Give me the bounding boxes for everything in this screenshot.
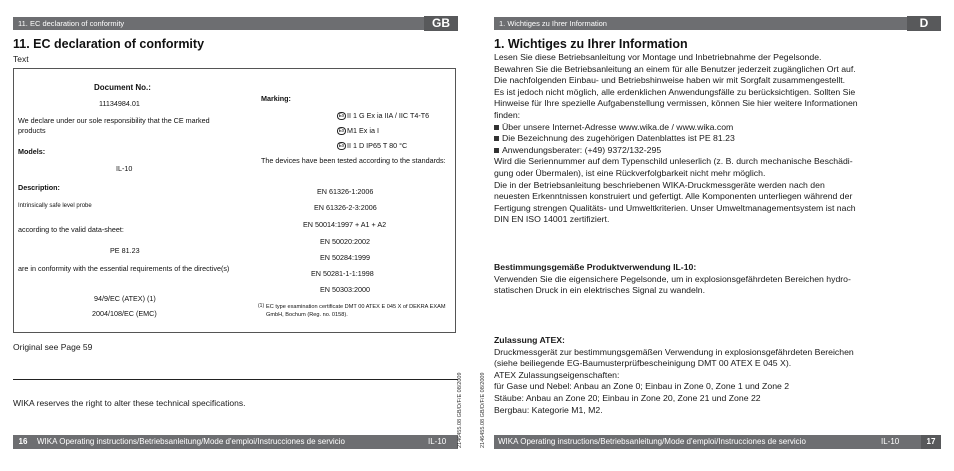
footnote-text: EC type examination certificate DMT 00 ATEX E 045 X of DEKRA EXAM GmbH, Bochum (Reg. no. 0158). xyxy=(266,304,446,318)
footer-model: IL-10 xyxy=(881,437,900,446)
body-line: Die in der Betriebsanleitung beschriebenen WIKA-Druckmessgeräte werden nach den xyxy=(494,179,825,190)
standard-5: EN 50284:1999 xyxy=(320,253,370,262)
body-line: ATEX Zulassungseigenschaften: xyxy=(494,369,620,380)
body-line: (siehe beiliegende EG-Baumusterprüfbescheinigung DMT 00 ATEX E 045 X). xyxy=(494,358,792,369)
footnote-mark: (1) xyxy=(258,303,265,309)
section-header xyxy=(13,17,458,30)
body-line: Verwenden Sie die eigensichere Pegelsonde, um in explosionsgefährdeten Bereichen hydro- xyxy=(494,273,851,284)
page-footer xyxy=(494,435,941,449)
section-header-title: 11. EC declaration of conformity xyxy=(18,19,125,28)
conformity-text: are in conformity with the essential requirements of the directive(s) xyxy=(18,264,230,273)
page-heading: 11. EC declaration of conformity xyxy=(13,37,205,51)
according-text: according to the valid data-sheet: xyxy=(18,225,124,234)
body-line: gung oder Übermalen), ist eine Rückverfolgbarkeit nicht mehr möglich. xyxy=(494,167,766,178)
body-line: Bergbau: Kategorie M1, M2. xyxy=(494,404,603,415)
page-number: 16 xyxy=(13,435,33,449)
document-code: 2146455.08 GB/D/F/E 08/2009 xyxy=(457,372,463,448)
intro-line: Es ist jedoch nicht möglich, alle erdenklichen Anwendungsfälle zu berücksichtigen. Sollten Sie xyxy=(494,86,856,97)
footer-title: WIKA Operating instructions/Betriebsanleitung/Mode d'emploi/Instrucciones de servicio xyxy=(37,437,345,446)
doc-no-label: Document No.: xyxy=(94,83,151,92)
description-label: Description: xyxy=(18,183,60,192)
models-label: Models: xyxy=(18,147,46,156)
certificate-box xyxy=(13,68,456,333)
marking-line-2: Ex M1 Ex ia I xyxy=(338,126,379,135)
bullet-item: Die Bezeichnung des zugehörigen Datenblattes ist PE 81.23 xyxy=(494,133,946,145)
atex-heading: Zulassung ATEX: xyxy=(494,335,565,345)
standard-3: EN 50014:1997 + A1 + A2 xyxy=(303,220,387,229)
page-footer xyxy=(13,435,458,449)
directive-atex: 94/9/EC (ATEX) (1) xyxy=(94,294,156,303)
text-label: Text xyxy=(13,54,29,64)
section-header-title: 1. Wichtiges zu Ihrer Information xyxy=(499,19,607,28)
directive-emc: 2004/108/EC (EMC) xyxy=(92,309,157,318)
datasheet-value: PE 81.23 xyxy=(110,246,140,255)
section-header xyxy=(494,17,941,30)
standard-2: EN 61326-2-3:2006 xyxy=(314,203,377,212)
body-line: für Gase und Nebel: Anbau an Zone 0; Einbau in Zone 0, Zone 1 und Zone 2 xyxy=(494,381,790,392)
use-block xyxy=(494,262,946,297)
divider xyxy=(13,379,458,380)
doc-no: 11134984.01 xyxy=(99,99,140,108)
body-line: neuesten Erkenntnissen konstruiert und gefertigt. Alle Komponenten unterliegen während der xyxy=(494,191,853,202)
model-value: IL-10 xyxy=(116,164,133,173)
body-line: Wird die Seriennummer auf dem Typenschild unleserlich (z. B. durch mechanische Beschädi- xyxy=(494,156,853,167)
bullet-item: Anwendungsberater: (+49) 9372/132-295 xyxy=(494,145,946,157)
body-line: Fertigung strengen Qualitäts- und Umweltkriterien. Unser Umweltmanagementsystem ist nach xyxy=(494,202,856,213)
tested-text: The devices have been tested according to the standards: xyxy=(261,156,446,165)
ex-icon: Ex xyxy=(338,113,345,120)
page-number: 17 xyxy=(921,435,941,449)
intro-line: Lesen Sie diese Betriebsanleitung vor Montage und Inbetriebnahme der Pegelsonde. xyxy=(494,52,822,62)
atex-block xyxy=(494,335,946,416)
description-value: Intrinsically safe level probe xyxy=(18,203,92,209)
footer-title: WIKA Operating instructions/Betriebsanleitung/Mode d'emploi/Instrucciones de servicio xyxy=(498,437,806,446)
footer-model: IL-10 xyxy=(428,437,447,446)
intro-line: Die nachfolgenden Einbau- und Betriebshinweise haben wir mit Sorgfalt zusammengestellt. xyxy=(494,75,846,86)
document-code: 2146455.08 GB/D/F/E 08/2009 xyxy=(480,372,486,448)
marking-line-3: Ex II 1 D IP65 T 80 °C xyxy=(338,141,408,150)
declare-text: We declare under our sole responsibility that the CE marked products xyxy=(18,116,210,135)
intro-line: Hinweise für Ihre spezielle Aufgabenstellung vermissen, können Sie hier weitere Informationen xyxy=(494,98,858,109)
use-heading: Bestimmungsgemäße Produktverwendung IL-10: xyxy=(494,262,697,272)
marking-label: Marking: xyxy=(261,94,291,103)
standard-4: EN 50020:2002 xyxy=(320,237,370,246)
body-line: statischen Druck in ein elektrisches Signal zu wandeln. xyxy=(494,285,706,296)
intro-line: Bewahren Sie die Betriebsanleitung an einem für alle Benutzer jederzeit zugänglichen Ort auf. xyxy=(494,63,856,74)
intro-line: finden: xyxy=(494,109,521,120)
ex-icon: Ex xyxy=(338,143,345,150)
body-line: Druckmessgerät zur bestimmungsgemäßen Verwendung in explosionsgefährdeten Bereichen xyxy=(494,346,854,357)
body-line: DIN EN ISO 14001 zertifiziert. xyxy=(494,214,610,225)
marking-line-1: Ex II 1 G Ex ia IIA / IIC T4-T6 xyxy=(338,111,430,120)
ex-icon: Ex xyxy=(338,128,345,135)
body-line: Stäube: Anbau an Zone 20; Einbau in Zone 20, Zone 21 und Zone 22 xyxy=(494,392,761,403)
reserves-note: WIKA reserves the right to alter these technical specifications. xyxy=(13,398,246,408)
intro-block xyxy=(494,52,946,226)
language-badge: D xyxy=(907,16,941,31)
page-left xyxy=(0,0,468,471)
original-note: Original see Page 59 xyxy=(13,342,93,352)
bullet-item: Über unsere Internet-Adresse www.wika.de / www.wika.com xyxy=(494,122,946,134)
standard-7: EN 50303:2000 xyxy=(320,285,370,294)
page-right xyxy=(480,0,954,471)
language-badge: GB xyxy=(424,16,458,31)
page-heading: 1. Wichtiges zu Ihrer Information xyxy=(494,37,688,51)
standard-6: EN 50281-1-1:1998 xyxy=(311,269,374,278)
standard-1: EN 61326-1:2006 xyxy=(317,187,374,196)
